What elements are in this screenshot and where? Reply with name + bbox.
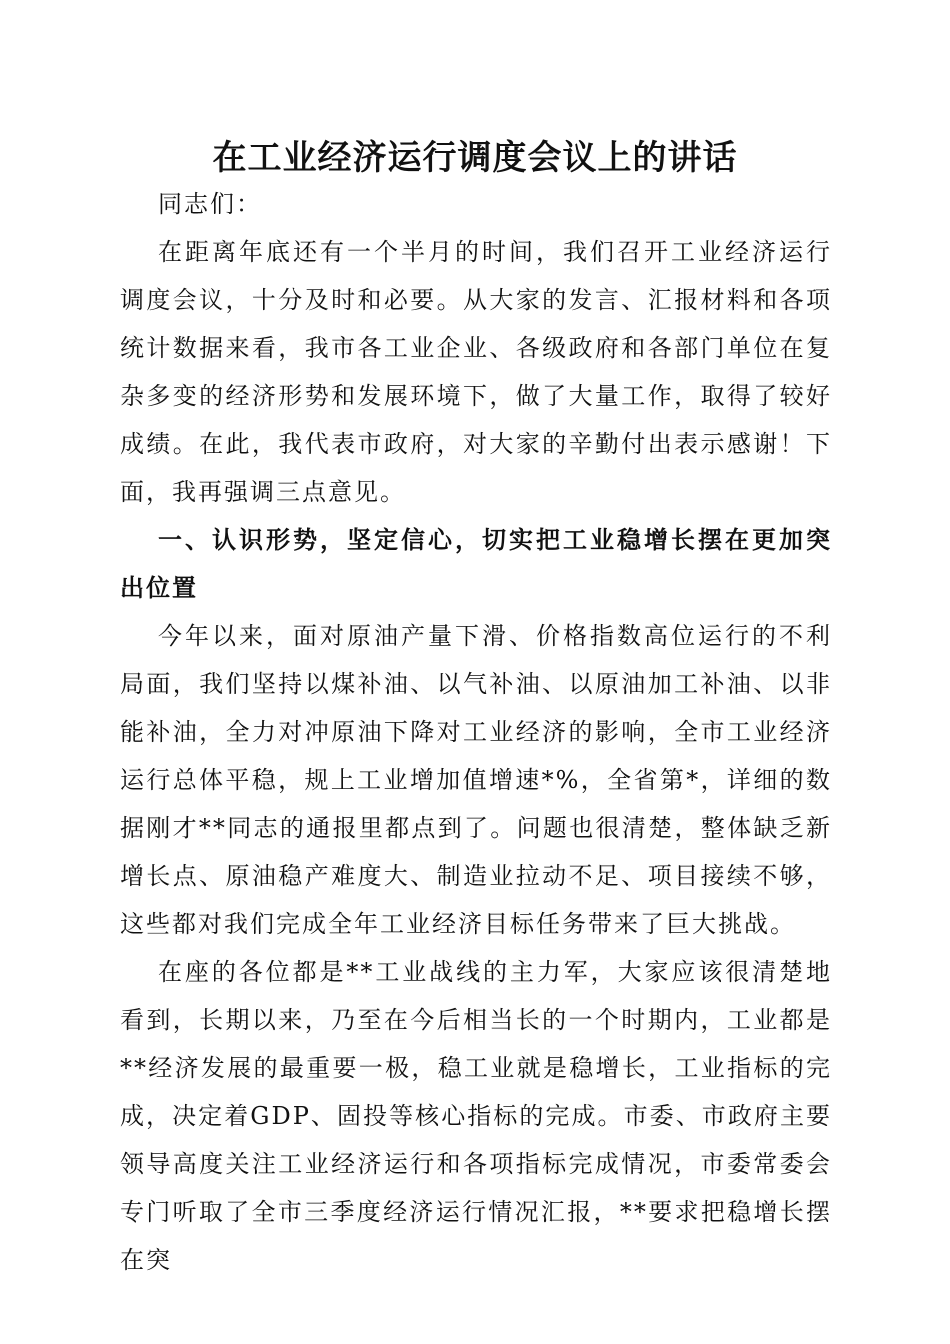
document-title: 在工业经济运行调度会议上的讲话 <box>212 138 738 178</box>
document-body <box>120 180 832 1284</box>
section-heading-1: 一、认识形势，坚定信心，切实把工业稳增长摆在更加突出位置 <box>120 526 832 602</box>
salutation: 同志们： <box>158 190 262 218</box>
intro-paragraph: 在距离年底还有一个半月的时间，我们召开工业经济运行调度会议，十分及时和必要。从大家的发言、汇报材料和各项统计数据来看，我市各工业企业、各级政府和各部门单位在复杂多变的经济形势和发展环境下，做了大量工作，取得了较好成绩。在此，我代表市政府，对大家的辛勤付出表示感谢！下面，我再强调三点意见。 <box>120 238 832 506</box>
section1-paragraph-1: 今年以来，面对原油产量下滑、价格指数高位运行的不利局面，我们坚持以煤补油、以气补油、以原油加工补油、以非能补油，全力对冲原油下降对工业经济的影响，全市工业经济运行总体平稳，规上工业增加值增速*%，全省第*，详细的数据刚才**同志的通报里都点到了。问题也很清楚，整体缺乏新增长点、原油稳产难度大、制造业拉动不足、项目接续不够，这些都对我们完成全年工业经济目标任务带来了巨大挑战。 <box>120 622 832 938</box>
section1-paragraph-2: 在座的各位都是**工业战线的主力军，大家应该很清楚地看到，长期以来，乃至在今后相当长的一个时期内，工业都是**经济发展的最重要一极，稳工业就是稳增长，工业指标的完成，决定着GDP、固投等核心指标的完成。市委、市政府主要领导高度关注工业经济运行和各项指标完成情况，市委常委会专门听取了全市三季度经济运行情况汇报，**要求把稳增长摆在突 <box>120 958 832 1274</box>
